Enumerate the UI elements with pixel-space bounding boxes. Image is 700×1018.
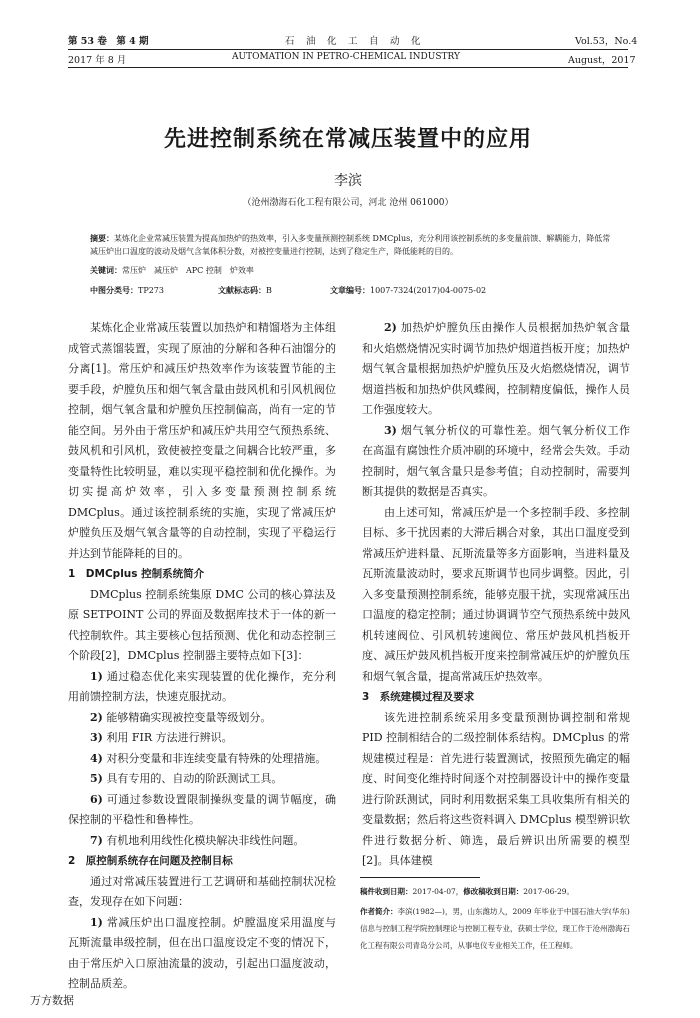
feature-text: 对积分变量和非连续变量有特殊的处理措施。 bbox=[106, 751, 327, 765]
journal-volume-en: Vol.53，No.4 bbox=[575, 36, 638, 47]
feature-number: 6) bbox=[90, 792, 103, 806]
journal-name-en: AUTOMATION IN PETRO-CHEMICAL INDUSTRY bbox=[232, 52, 460, 62]
feature-text: 能够精确实现被控变量等级划分。 bbox=[106, 710, 272, 724]
bio-label: 作者简介： bbox=[360, 907, 398, 916]
document-code bbox=[218, 285, 272, 296]
analysis-paragraph: 由上述可知，常减压炉是一个多控制手段、多控制目标、多干扰因素的大滞后耦合对象，其出口温度受到常减压炉进料量、瓦斯流量等多方面影响，当进料量及瓦斯流量波动时，要求瓦斯调节也同步调整。因此，引入多变量预测控制系统，能够克服干扰，实现常减压出口温度的稳定控制；通过协调调节空气预热系统中鼓风机转速阀位、引风机转速阀位、常压炉鼓风机挡板开度、减压炉鼓风机挡板开度来控制常减压炉的炉膛负压和烟气氧含量，提高常减压炉热效率。 bbox=[362, 505, 630, 683]
journal-date: 2017 年 8 月 bbox=[68, 55, 127, 66]
clc-label: 中图分类号： bbox=[90, 286, 138, 295]
revised-label: 修改稿收到日期： bbox=[463, 887, 524, 896]
doc-label: 文献标志码： bbox=[218, 286, 266, 295]
section-2-paragraph: 通过对常减压装置进行工艺调研和基础控制状况检查，发现存在如下问题： bbox=[68, 874, 336, 908]
feature-text: 通过稳态优化来实现装置的优化操作，充分利用前馈控制方法，快速克服扰动。 bbox=[68, 669, 337, 703]
journal-name: 石 油 化 工 自 动 化 bbox=[285, 36, 422, 47]
feature-number: 7) bbox=[90, 833, 103, 847]
abstract-text: 某炼化企业常减压装置为提高加热炉的热效率，引入多变量预测控制系统 DMCplus，充分利用该控制系统的多变量前馈、解耦能力，降低常减压炉出口温度的波动及烟气含氧体积分数，对被控变量进行控制，达到了稳定生产，降低能耗的目的。 bbox=[90, 234, 611, 256]
feature-text: 有机地利用线性化模块解决非线性问题。 bbox=[106, 833, 305, 847]
right-column bbox=[362, 318, 630, 872]
section-1-paragraph: DMCplus 控制系统集原 DMC 公司的核心算法及原 SETPOINT 公司的界面及数据库技术于一体的新一代控制软件。其主要核心包括预测、优化和动态控制三个阶段[2]，DMCplus 控制器主要特点如下[3]： bbox=[68, 587, 336, 662]
section-3-paragraph: 该先进控制系统采用多变量预测协调控制和常规 PID 控制相结合的二级控制体系结构。DMCplus 的常规建模过程是：首先进行装置测试，按照预先确定的幅度、时间变化维持时间逐个对控制器设计中的操作变量进行阶跃测试，同时利用数据采集工具收集所有相关的变量数据；然后将这些资料调入 DMCplus 模型辨识软件进行数据分析、筛选，最后辨识出所需要的模型[2]。具体建模 bbox=[362, 710, 630, 867]
received-label: 稿件收到日期： bbox=[360, 887, 413, 896]
keywords-label: 关键词： bbox=[90, 266, 122, 275]
keywords bbox=[90, 264, 615, 277]
feature-item bbox=[68, 790, 336, 831]
footnote-dates bbox=[360, 883, 630, 900]
author-bio bbox=[360, 903, 630, 954]
header-divider bbox=[68, 49, 628, 50]
revised-date: 2017-06-29。 bbox=[523, 887, 574, 896]
problem-text: 烟气氧分析仪的可靠性差。烟气氧分析仪工作在高温有腐蚀性介质冲刷的环境中，经常会失效。手动控制时，烟气氧含量只是参考值；自动控制时，需要判断其提供的数据是否真实。 bbox=[362, 423, 631, 498]
feature-item bbox=[68, 728, 336, 749]
abstract-label: 摘要： bbox=[90, 234, 114, 243]
problem-item bbox=[362, 318, 630, 421]
feature-number: 5) bbox=[90, 772, 103, 785]
bio-text: 李滨(1982—)，男，山东潍坊人，2009 年毕业于中国石油大学(华东)信息与控制工程学院控制理论与控制工程专业，获硕士学位，现工作于沧州渤海石化工程有限公司青岛分公司，从事电仪专业相关工作，任工程师。 bbox=[360, 907, 630, 950]
problem-item bbox=[68, 913, 336, 995]
section-2-heading: 2 原控制系统存在问题及控制目标 bbox=[68, 855, 233, 867]
feature-text: 具有专用的、自动的阶跃测试工具。 bbox=[106, 772, 283, 785]
feature-number: 3) bbox=[90, 731, 103, 744]
article-label: 文章编号： bbox=[330, 286, 370, 295]
keywords-text: 常压炉 减压炉 APC 控制 炉效率 bbox=[122, 266, 254, 275]
feature-item bbox=[68, 749, 336, 770]
problem-number: 2) bbox=[384, 321, 397, 334]
feature-text: 可通过参数设置限制操纵变量的调节幅度，确保控制的平稳性和鲁棒性。 bbox=[68, 792, 337, 826]
intro-paragraph: 某炼化企业常减压装置以加热炉和精馏塔为主体组成管式蒸馏装置，实现了原油的分解和各种石油馏分的分离[1]。常压炉和减压炉热效率作为该装置节能的主要手段，炉膛负压和烟气氧含量由鼓风机和引风机阀位控制，烟气氧含量和炉膛负压控制偏高，尚有一定的节能空间。另外由于常压炉和减压炉共用空气预热系统、鼓风机和引风机，致使被控变量之间耦合比较严重，多变量特性比较明显，难以实现平稳控制和优化操作。为切实提高炉效率，引入多变量预测控制系统 DMCplus。通过该控制系统的实施，实现了常减压炉炉膛负压及烟气氧含量等的自动控制，实现了平稳运行并达到节能降耗的目的。 bbox=[68, 321, 336, 560]
article-number bbox=[330, 285, 486, 296]
paper-author: 李滨 bbox=[334, 173, 362, 189]
abstract bbox=[90, 232, 615, 258]
problem-number: 3) bbox=[384, 423, 397, 437]
footnote-divider bbox=[360, 877, 480, 878]
article-value: 1007-7324(2017)04-0075-02 bbox=[370, 286, 487, 295]
section-1-heading: 1 DMCplus 控制系统简介 bbox=[68, 568, 205, 580]
footer-watermark: 万方数据 bbox=[30, 994, 74, 1007]
journal-volume: 第 53 卷 第 4 期 bbox=[68, 36, 149, 47]
feature-number: 1) bbox=[90, 669, 103, 683]
clc-number bbox=[90, 285, 164, 296]
problem-item bbox=[362, 421, 630, 503]
feature-item bbox=[68, 769, 336, 790]
feature-number: 4) bbox=[90, 751, 103, 765]
header-rule bbox=[68, 67, 628, 68]
author-affiliation: （沧州渤海石化工程有限公司，河北 沧州 061000） bbox=[242, 198, 454, 208]
problem-number: 1) bbox=[90, 915, 103, 929]
left-column bbox=[68, 318, 336, 995]
doc-value: B bbox=[266, 286, 272, 295]
problem-text: 常减压炉出口温度控制。炉膛温度采用温度与瓦斯流量串级控制，但在出口温度设定不变的情况下，由于常压炉入口原油流量的波动，引起出口温度波动，控制品质差。 bbox=[68, 915, 337, 990]
feature-item bbox=[68, 708, 336, 729]
feature-number: 2) bbox=[90, 710, 103, 724]
clc-value: TP273 bbox=[138, 286, 164, 295]
feature-item bbox=[68, 831, 336, 852]
journal-date-en: August，2017 bbox=[568, 55, 636, 66]
feature-item bbox=[68, 667, 336, 708]
problem-text: 加热炉炉膛负压由操作人员根据加热炉氧含量和火焰燃烧情况实时调节加热炉烟道挡板开度；加热炉烟气氧含量根据加热炉炉膛负压及火焰燃烧情况，调节烟道挡板和加热炉供风蝶阀，控制精度偏低，操作人员工作强度较大。 bbox=[362, 321, 631, 416]
section-3-heading: 3 系统建模过程及要求 bbox=[362, 691, 475, 703]
received-date: 2017-04-07， bbox=[412, 887, 464, 896]
paper-title: 先进控制系统在常减压装置中的应用 bbox=[163, 126, 532, 152]
feature-text: 利用 FIR 方法进行辨识。 bbox=[106, 731, 233, 744]
